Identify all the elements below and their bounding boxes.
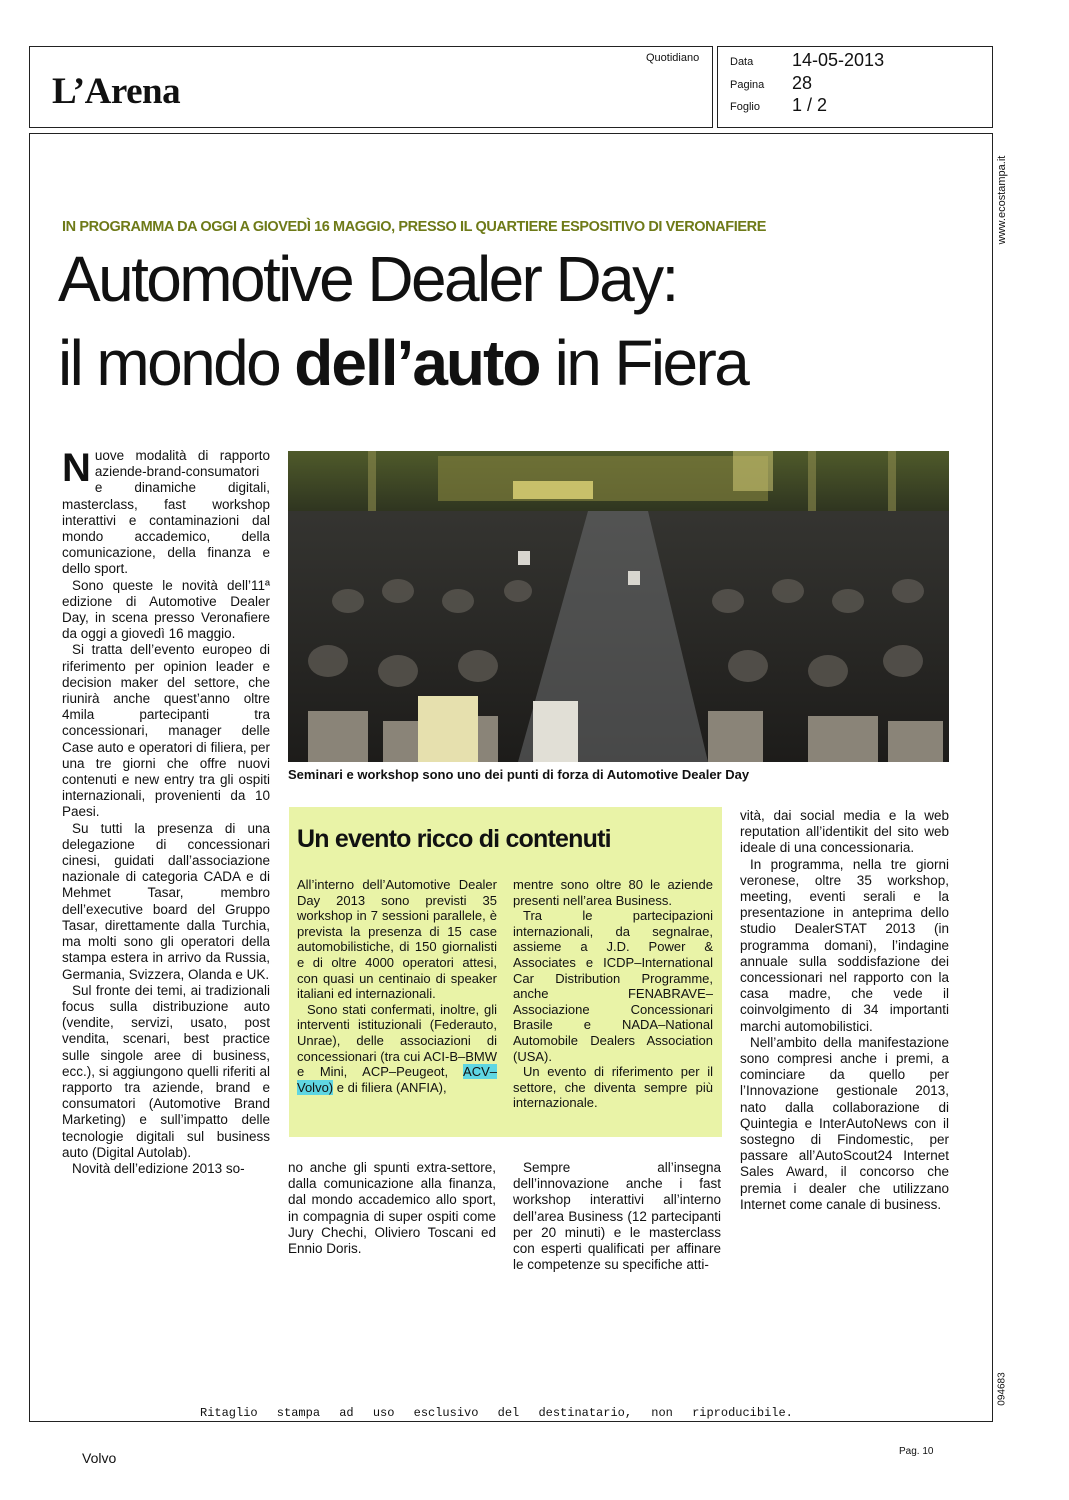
sidebar-box-column-left: All’interno dell’Automotive Dealer Day 2013 sono previsti 35 workshop in 7 sessioni parallele, è prevista la presenza di 15 case automobilistiche, di 150 giornalisti e di oltre 4000 operatori attesi, con quasi un centinaio di speaker italiani ed internazionali. Sono stati confermati, inoltre, gli interventi istituzionali (Federauto, Unrae), delle associazioni di concessionari (tra cui ACI-B–BMW e Mini, ACP–Peugeot, ACV–Volvo) e di filiera (ANFIA), xyxy=(297,877,497,1095)
page-value: 28 xyxy=(792,73,813,93)
headline-line-2: il mondo dell’auto in Fiera xyxy=(58,327,748,399)
website-vertical: www.ecostampa.it xyxy=(996,155,1008,245)
article-column-1: Nuove modalità di rapporto aziende-brand-consumatori e dinamiche digitali, masterclass, fast workshop interattivi e contaminazioni dal mondo accademico, della comunicazione, della finanza e dello sport. Sono queste le novità dell’11ª edizione di Automotive Dealer Day, in scena presso Veronafiere da oggi a giovedì 16 maggio. Si tratta dell’evento europeo di riferimento per opinion leader e decision maker del settore, che riunirà anche quest’anno oltre 4mila partecipanti tra concessionari, manager delle Case auto e operatori di filiera, per una tre giorni che offre nuovi contenuti e new entry tra gli ospiti internazionali, provenienti da 10 Paesi. Su tutti la presenza di una delegazione di concessionari cinesi, guidati dall’associazione nazionale di categoria CADA e di Mehmet Tasar, membro dell’executive board del Gruppo Tasar, direttamente dalla Turchia, ma molti sono gli operatori della stampa estera in arrivo da Russia, Germania, Svizzera, Olanda e UK. Sul fronte dei temi, ai tradizionali focus sulla distribuzione auto (vendite, servizi, usato, post vendita, scenari, best practice sulle singole aree di business, ecc.), si aggiungono quelli riferiti al rapporto tra aziende, brand e consumatori (Automotive Brand Marketing) e sull’impatto delle tecnologie digitali sul business auto (Digital Autolab). Novità dell’edizione 2013 so- xyxy=(62,446,270,1176)
sidebar-box-column-right: mentre sono oltre 80 le aziende presenti nell’area Business. Tra le partecipazioni internazionali, da segnalrae, assieme a J.D. Power & Associates e ICDP–International Car Distribution Programme, anche FENABRAVE–Associazione Concessionari Brasile e NADA–National Automobile Dealers Association (USA). Un evento di riferimento per il settore, che diventa sempre più internazionale. xyxy=(513,877,713,1111)
article-kicker: IN PROGRAMMA DA OGGI A GIOVEDÌ 16 MAGGIO, PRESSO IL QUARTIERE ESPOSITIVO DI VERONAFIERE xyxy=(62,219,766,235)
sheet-label: Foglio xyxy=(730,101,760,113)
page-label: Pagina xyxy=(730,79,765,91)
auditorium-image xyxy=(288,451,949,762)
page-number: Pag. 10 xyxy=(899,1446,934,1457)
article-column-2: no anche gli spunti extra-settore, dalla comunicazione alla finanza, dal mondo accademico allo sport, in compagnia di super ospiti come Jury Chechi, Oliviero Toscani ed Ennio Doris. xyxy=(288,1160,496,1257)
article-column-3: Sempre all’insegna dell’innovazione anche i fast workshop interattivi all’interno dell’area Business (12 partecipanti per 20 minuti) e le masterclass con esperti qualificati per affinare le competenze su specifiche atti- xyxy=(513,1160,721,1273)
sidebar-box-title: Un evento ricco di contenuti xyxy=(297,825,611,853)
article-column-4: vità, dai social media e la web reputation all’identikit del sito web ideale di una concessionaria. In programma, nella tre giorni veronese, oltre 35 workshop, meeting, eventi serali e la presentazione in anteprima dello studio DealerSTAT 2013 (in programma domani), l’indagine annuale sulla soddisfazione dei concessionari nel rapporto con la casa madre, che vede il coinvolgimento di 34 importanti marchi automobilistici. Nell’ambito della manifestazione sono compresi anche i premi, a cominciare da quello per l’Innovazione gestionale 2013, nato dalla collaborazione di Quintegia e InterAutoNews con il sostegno di Findomestic, per passare all’AutoScout24 Internet Sales Award, il concorso che premia i dealer che utilizzano Internet come canale di business. xyxy=(740,808,949,1212)
conference-photo xyxy=(288,451,949,762)
newspaper-logo: L’Arena xyxy=(52,71,181,112)
photo-caption: Seminari e workshop sono uno dei punti di forza di Automotive Dealer Day xyxy=(288,767,750,782)
sheet-value: 1 / 2 xyxy=(792,95,828,115)
copyright-notice: Ritaglio stampa ad uso esclusivo del destinatario, non riproducibile. xyxy=(200,1406,793,1420)
headline-line-1: Automotive Dealer Day: xyxy=(58,243,677,315)
highlighted-text: ACV–Volvo) xyxy=(297,1064,497,1095)
date-label: Data xyxy=(730,56,754,68)
drop-cap: N xyxy=(62,446,91,490)
publication-type: Quotidiano xyxy=(646,52,700,64)
brand-label: Volvo xyxy=(82,1450,117,1466)
clip-code-vertical: 094683 xyxy=(996,1372,1008,1406)
date-value: 14-05-2013 xyxy=(792,50,885,70)
